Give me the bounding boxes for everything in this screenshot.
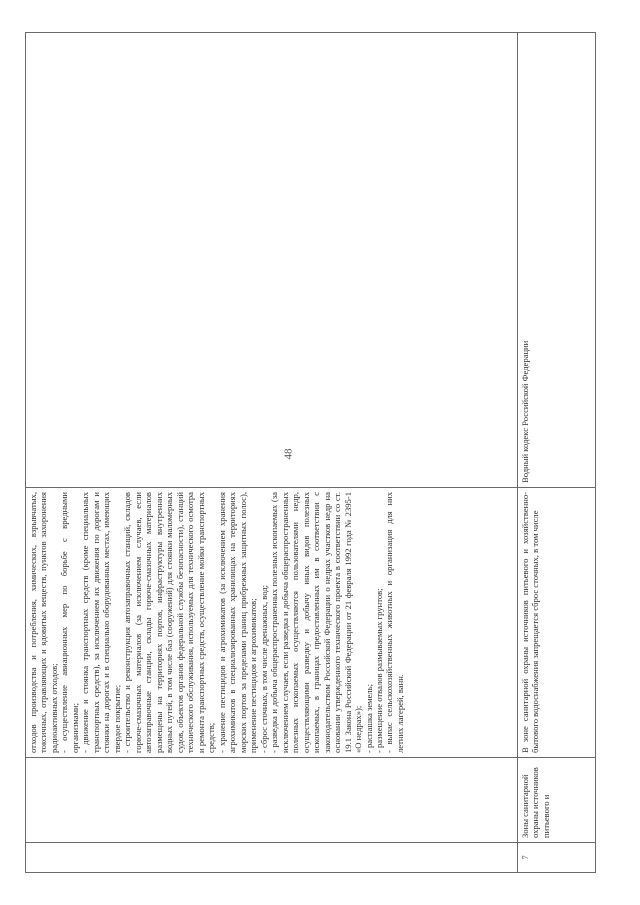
restriction-item: отходов производства и потребления, химических, взрывчатых, токсичных, отравляющих и ядовитых веществ, пунктов захоронения радиоактивных отходов; [28,492,59,753]
rotated-table-area [25,33,595,873]
restriction-item: - разведка и добыча общераспространенных полезных ископаемых (за исключением случаев, если разведка и добыча общераспространенных полезных ископаемых осуществляются пользователями недр, осуществляющими разведку и добычу иных видов полезных ископаемых, в границах предоставленных им в соответствии с законодательством Российской Федерации о недрах участков недр на основании утвержденного технического проекта в соответствии со ст. 19.1 Закона Российской Федерации от 21 февраля 1992 года № 2395-1 «О недрах»); [269,492,364,753]
restriction-item: - сброс сточных, в том числе дренажных, вод; [258,584,269,753]
row-number-cell: 7 [518,843,596,873]
restriction-item: - движение и стоянка транспортных средств (кроме специальных транспортных средств), за исключением их движения по дорогам и стоянки на дорогах и в специально оборудованных местах, имеющих твердое покрытие; [80,492,122,753]
restriction-item: - строительство и реконструкция автозаправочных станций, складов горюче-смазочных материалов (за исключением случаев, если автозаправочные станции, склады горюче-смазочных материалов размещены на территориях портов, инфраструктуры внутренних водных путей, в том числе баз (сооружений) для стоянки маломерных судов, объектов органов федеральной службы безопасности), станций технического обслуживания, используемых для технического осмотра и ремонта транспортных средств, осуществление мойки транспортных средств; [122,492,217,753]
restriction-item: - размещение отвалов размываемых грунтов; [373,588,384,753]
legal-source-cell [26,33,518,488]
table-row-continuation [26,33,518,873]
restriction-item: - хранение пестицидов и агрохимикатов (за исключением хранения агрохимикатов в специализированных хранилищах на территориях морских портов за пределами границ прибрежных защитных полос), применение пестицидов и агрохимикатов; [216,492,259,753]
restrictions-cell [518,488,596,758]
restriction-item: - осуществление авиационных мер по борьбе с вредными организмами; [59,492,80,753]
table-row-7 [518,33,596,873]
zone-name-cell [26,758,518,843]
legal-source-cell: Водный кодекс Российской Федерации [518,33,596,488]
restriction-item: - выпас сельскохозяйственных животных и организация для них летних лагерей, ванн. [384,492,405,753]
restriction-text: В зоне санитарной охраны источников питьевого и хозяйственно-бытового водоснабжения запрещается сброс сточных, в том числе [520,492,541,753]
restrictions-cell [26,488,518,758]
row-number-cell [26,843,518,873]
zone-name-cell: Зоны санитарной охраны источников питьевого и [518,758,596,843]
restriction-item: - распашка земель; [363,683,374,753]
page-number: 48 [282,448,295,460]
restrictions-table [25,32,596,873]
